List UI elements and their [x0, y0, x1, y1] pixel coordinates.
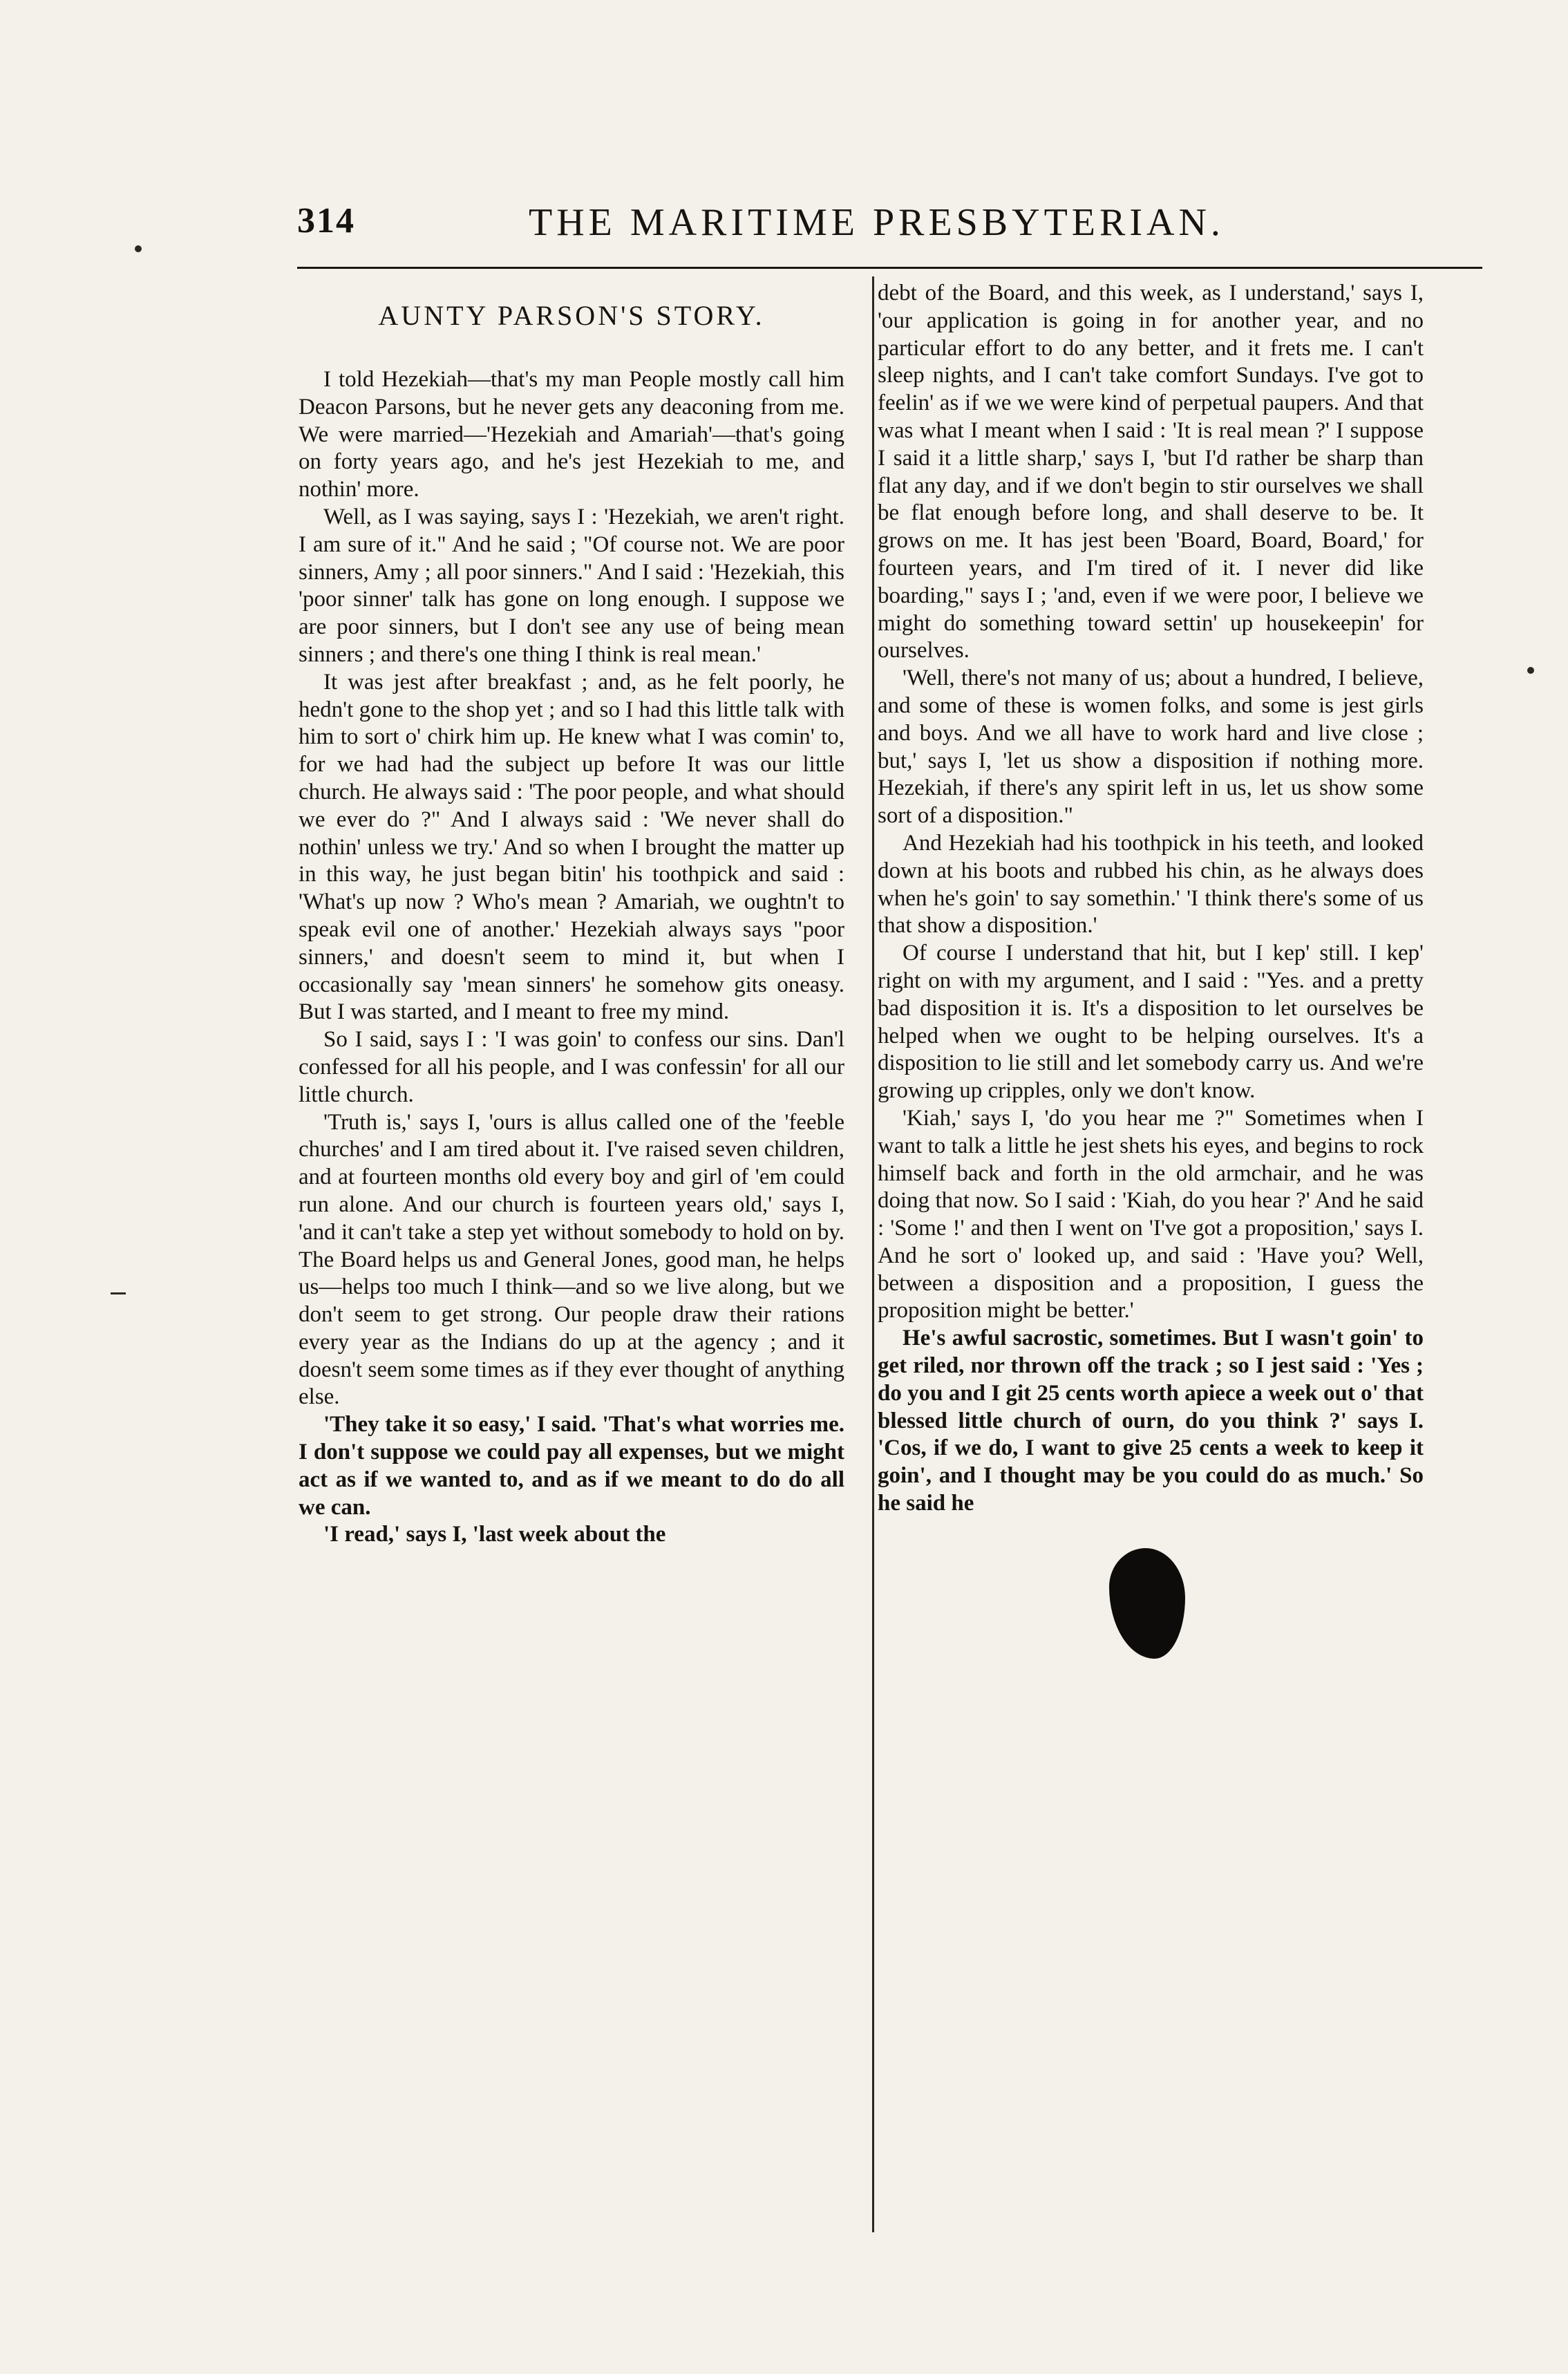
margin-mark [1527, 667, 1534, 674]
paragraph: I told Hezekiah—that's my man People mostly call him Deacon Parsons, but he never gets any deaconing from me. We were married—'Hezekiah and Amariah'—that's going on forty years ago, and he's jest Hezekiah to me, and nothin' more. [299, 367, 844, 502]
paragraph: Of course I understand that hit, but I kep' still. I kep' right on with my argument, and I said : "Yes. and a pretty bad disposition it is. It's a disposition to let ourselves be helped when we ought to be helping ourselves. It's a disposition to lie still and let somebody carry us. And we're growing up cripples, only we don't know. [878, 941, 1424, 1104]
header-rule [297, 267, 1482, 269]
margin-mark [135, 245, 142, 252]
ink-blot [1109, 1548, 1185, 1659]
paragraph: 'I read,' says I, 'last week about the [323, 1522, 666, 1547]
paragraph: debt of the Board, and this week, as I understand,' says I, 'our application is going in for another year, and no particular effort to do any better, and it frets me. I can't sleep nights, and I can't take comfort Sundays. I've got to feelin' as if we we were kind of perpetual paupers. And that was what I meant when I said : 'It is real mean ?' I suppose I said it a little sharp,' says I, 'but I'd rather be sharp than flat any day, and if we don't begin to stir ourselves we shall be flat enough before long, and shall deserve to be. It grows on me. It has jest been 'Board, Board, Board,' for fourteen years, and I'm tired of it. I never did like boarding," says I ; 'and, even if we were poor, I believe we might do something toward settin' up housekeepin' for ourselves. [878, 281, 1424, 663]
paragraph: So I said, says I : 'I was goin' to confess our sins. Dan'l confessed for all his people, and I was confessin' for all our little church. [299, 1027, 844, 1107]
paragraph: Well, as I was saying, says I : 'Hezekiah, we aren't right. I am sure of it." And he said ; "Of course not. We are poor sinners, Amy ; all poor sinners." And I said : 'Hezekiah, this 'poor sinner' talk has gone on long enough. I suppose we are poor sinners, but I don't see any use of being mean sinners ; and there's one thing I think is real mean.' [299, 504, 844, 667]
paragraph: 'They take it so easy,' I said. 'That's what worries me. I don't suppose we could pay all expenses, but we might act as if we wanted to, and as if we meant to do do all we can. [299, 1412, 844, 1520]
left-column [299, 280, 844, 1549]
margin-mark [111, 1292, 126, 1294]
paragraph: 'Well, there's not many of us; about a hundred, I believe, and some of these is women folks, and some is jest girls and boys. And we all have to work hard and live close ; but,' says I, 'let us show a disposition if nothing more. Hezekiah, if there's any spirit left in us, let us show some sort of a disposition." [878, 666, 1424, 829]
column-divider [872, 276, 874, 2232]
story-title: AUNTY PARSON'S STORY. [378, 300, 765, 331]
paragraph: And Hezekiah had his toothpick in his teeth, and looked down at his boots and rubbed his chin, as he always does when he's goin' to say somethin.' 'I think there's some of us that show a disposition.' [878, 830, 1424, 939]
running-title: THE MARITIME PRESBYTERIAN. [529, 201, 1225, 244]
right-column [878, 280, 1424, 1518]
paragraph: It was jest after breakfast ; and, as he felt poorly, he hedn't gone to the shop yet ; and so I had this little talk with him to sort o' chirk him up. He knew what I was comin' to, for we had had the subject up before It was our little church. He always said : 'The poor people, and what should we ever do ?" And I always said : 'We never shall do nothin' unless we try.' And so when I brought the matter up in this way, he just began bitin' his toothpick and said : 'What's up now ? Who's mean ? Amariah, we oughtn't to speak evil one of another.' Hezekiah always says "poor sinners,' and doesn't seem to mind it, but when I occasionally say 'mean sinners' he somehow gits oneasy. But I was started, and I meant to free my mind. [299, 669, 844, 1025]
paragraph: 'Truth is,' says I, 'ours is allus called one of the 'feeble churches' and I am tired about it. I've raised seven children, and at fourteen months old every boy and girl of 'em could run alone. And our church is fourteen years old,' says I, 'and it can't take a step yet without somebody to hold on by. The Board helps us and General Jones, good man, he helps us—helps too much I think—and so we live along, but we don't seem to get strong. Our people draw their rations every year as the Indians do up at the agency ; and it doesn't seem some times as if they ever thought of anything else. [299, 1109, 844, 1410]
paragraph: He's awful sacrostic, sometimes. But I wasn't goin' to get riled, nor thrown off the track ; so I jest said : 'Yes ; do you and I git 25 cents worth apiece a week out o' that blessed little church of ourn, do you think ?' says I. 'Cos, if we do, I want to give 25 cents a week to keep it goin', and I thought may be you could do as much.' So he said he [878, 1326, 1424, 1516]
page-number: 314 [297, 201, 355, 241]
paragraph: 'Kiah,' says I, 'do you hear me ?" Sometimes when I want to talk a little he jest shets his eyes, and begins to rock himself back and forth in the old armchair, and he was doing that now. So I said : 'Kiah, do you hear ?' And he said : 'Some !' and then I went on 'I've got a proposition,' says I. And he sort o' looked up, and said : 'Have you? Well, between a disposition and a proposition, I guess the proposition might be better.' [878, 1105, 1424, 1323]
page-header [297, 200, 1541, 263]
